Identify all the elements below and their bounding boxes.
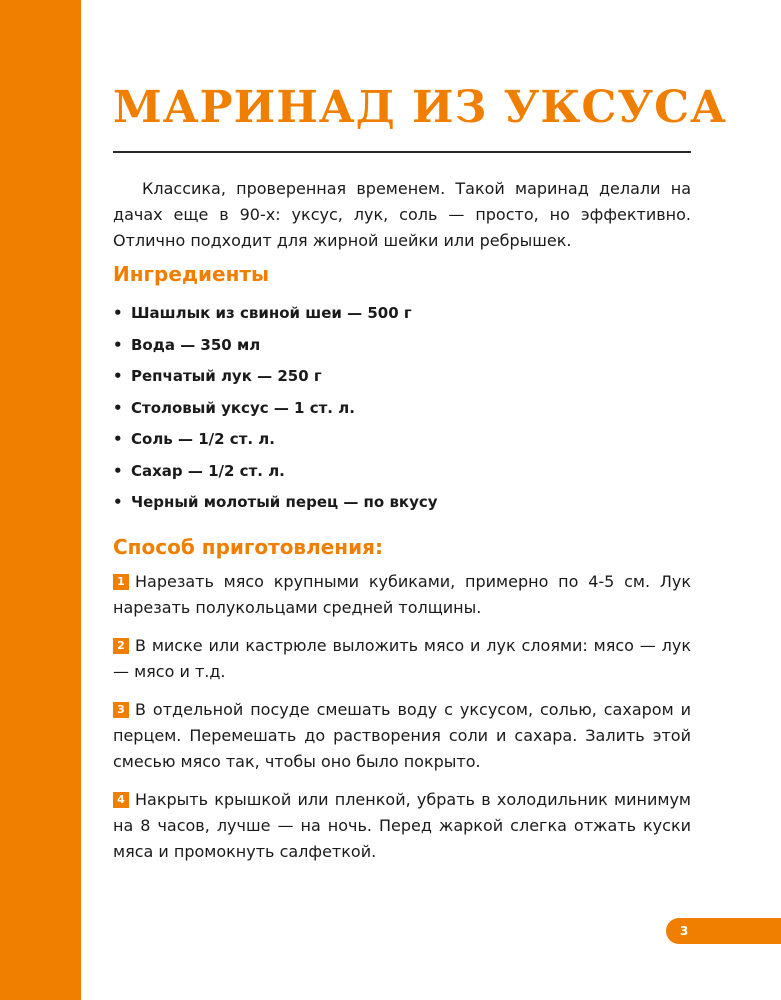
list-item [113,487,438,519]
bullet-icon: • [113,461,123,480]
intro-paragraph: Классика, проверенная временем. Такой маринад делали на дачах еще в 90-х: уксус, лук, соль — просто, но эффективно. Отлично подходит для жирной шейки или ребрышек. [113,179,691,250]
list-item [113,393,438,425]
bullet-icon: • [113,335,123,354]
method-step [113,787,691,865]
side-color-bar [0,0,81,1000]
method-heading: Способ приготовления: [113,535,383,559]
list-item [113,456,438,488]
bullet-icon: • [113,430,123,448]
bullet-icon: • [113,304,123,322]
ingredient-text: Репчатый лук — 250 г [131,367,322,385]
bullet-icon: • [113,367,123,385]
page-title: МАРИНАД ИЗ УКСУСА [113,82,727,133]
step-text: Нарезать мясо крупными кубиками, примерно по 4-5 см. Лук нарезать полукольцами средней толщины. [113,572,691,617]
page-number: 3 [680,924,689,938]
step-number-badge: 2 [113,638,129,654]
step-number-badge: 1 [113,574,129,590]
title-divider [113,151,691,153]
ingredient-text: Черный молотый перец — по вкусу [131,493,438,511]
page-number-tab [666,918,781,944]
list-item [113,424,438,456]
ingredient-text: Столовый уксус — 1 ст. л. [131,398,355,417]
step-number-badge: 4 [113,792,129,808]
step-text: В отдельной посуде смешать воду с уксусом, солью, сахаром и перцем. Перемешать до растворения соли и сахара. Залить этой смесью мясо так, чтобы оно было покрыто. [113,700,691,771]
ingredient-text: Вода — 350 мл [131,335,261,354]
step-text: В миске или кастрюле выложить мясо и лук слоями: мясо — лук — мясо и т.д. [113,636,691,681]
ingredient-text: Соль — 1/2 ст. л. [131,430,275,448]
list-item [113,298,438,330]
method-step [113,569,691,621]
list-item [113,330,438,362]
ingredients-heading: Ингредиенты [113,262,270,286]
list-item [113,361,438,393]
method-step [113,633,691,685]
method-steps [113,569,691,877]
step-number-badge: 3 [113,702,129,718]
ingredient-text: Шашлык из свиной шеи — 500 г [131,304,412,322]
method-step [113,697,691,775]
ingredients-list [113,298,438,519]
step-text: Накрыть крышкой или пленкой, убрать в холодильник минимум на 8 часов, лучше — на ночь. Перед жаркой слегка отжать куски мяса и промокнуть салфеткой. [113,790,691,861]
bullet-icon: • [113,398,123,417]
ingredient-text: Сахар — 1/2 ст. л. [131,461,285,480]
bullet-icon: • [113,493,123,511]
